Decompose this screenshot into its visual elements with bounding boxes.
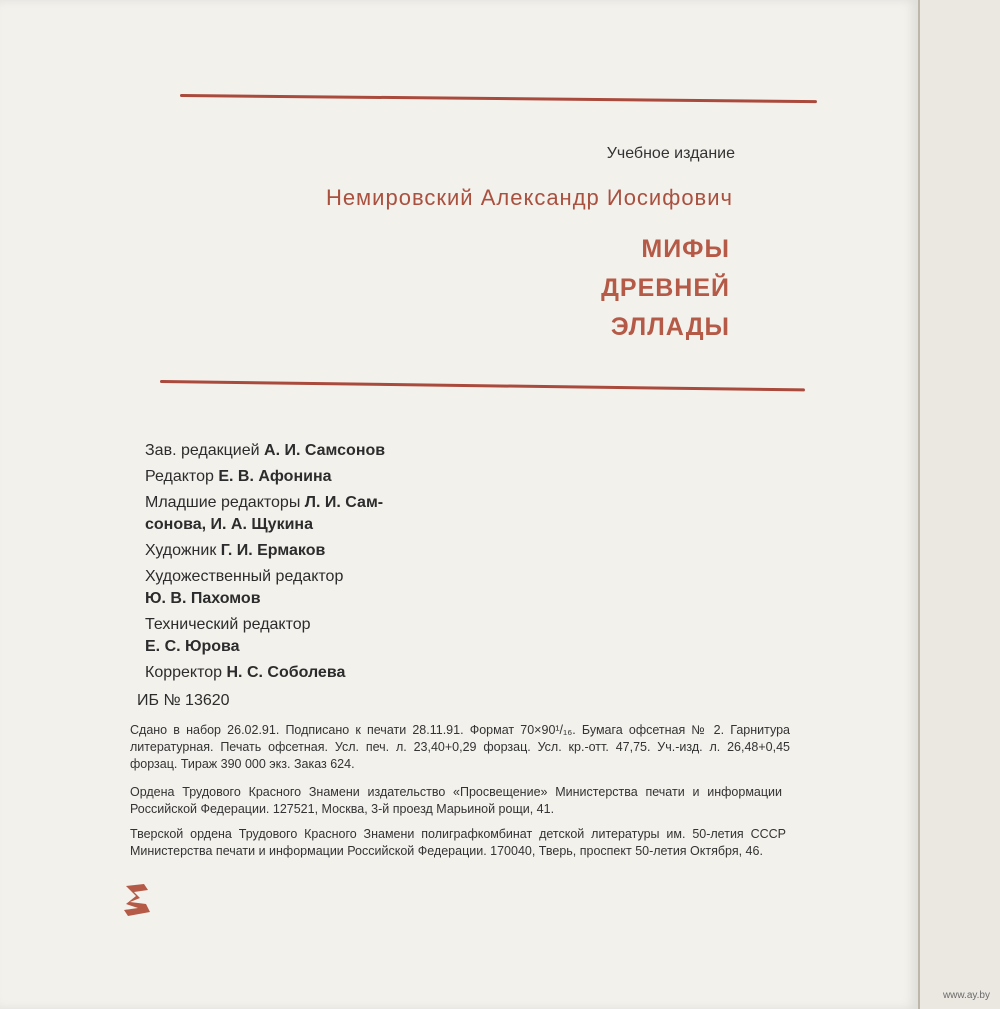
credit-name: Г. И. Ермаков: [220, 542, 326, 559]
credit-art-editor-name: [145, 588, 475, 610]
edition-type: Учебное издание: [606, 145, 735, 162]
credit-label: Технический редактор: [145, 616, 311, 633]
credit-label: Зав. редакцией: [145, 442, 260, 459]
credits-block: [145, 440, 475, 684]
credit-art-editor: [145, 566, 475, 588]
credit-label: Художник: [145, 542, 217, 559]
title-line-3: ЭЛЛАДЫ: [610, 313, 730, 341]
credit-tech-editor: [145, 614, 475, 636]
author-name: Немировский Александр Иосифович: [325, 185, 733, 210]
facing-page-edge: [918, 0, 1000, 1009]
publisher-details: Ордена Трудового Красного Знамени издательство «Просвещение» Министерства печати и информации Российской Федерации. 127521, Москва, 3-й проезд Марьиной рощи, 41.: [130, 785, 782, 816]
credit-name: Н. С. Соболева: [226, 664, 346, 681]
credit-name: Е. В. Афонина: [218, 468, 332, 485]
print-details: Сдано в набор 26.02.91. Подписано к печати 28.11.91. Формат 70×90¹/₁₆. Бумага офсетная № 2. Гарнитура литературная. Печать офсетная. Усл. печ. л. 23,40+0,29 форзац. Усл. кр.-отт. 47,75. Уч.-изд. л. 26,48+0,45 форзац. Тираж 390 000 экз. Заказ 624.: [130, 723, 790, 771]
title-line-2: ДРЕВНЕЙ: [601, 274, 730, 302]
ib-number: ИБ № 13620: [137, 692, 230, 709]
credit-artist: [145, 540, 475, 562]
credit-label: Младшие редакторы: [145, 494, 301, 511]
credit-junior-editors: [145, 492, 475, 514]
credit-label: Редактор: [145, 468, 214, 485]
credit-label: Корректор: [145, 664, 223, 681]
credit-name: Л. И. Сам-: [304, 494, 384, 511]
credit-label: Художественный редактор: [145, 568, 344, 585]
bottom-rule: [160, 380, 805, 391]
credit-tech-editor-name: [145, 636, 475, 658]
credit-name: А. И. Самсонов: [264, 442, 386, 459]
credit-name: Е. С. Юрова: [145, 638, 240, 655]
credit-editor: [145, 466, 475, 488]
credit-proofreader: [145, 662, 475, 684]
credit-name: Ю. В. Пахомов: [145, 590, 261, 607]
title-line-1: МИФЫ: [641, 235, 730, 263]
credit-name: сонова, И. А. Щукина: [145, 516, 313, 533]
credit-junior-editors-cont: [145, 514, 475, 536]
top-rule: [180, 94, 817, 103]
prosveshchenie-logo-icon: [120, 882, 154, 918]
watermark: www.ay.by: [942, 990, 990, 1001]
credit-zav: [145, 440, 475, 462]
book-title: [601, 230, 730, 347]
printer-details: Тверской ордена Трудового Красного Знамени полиграфкомбинат детской литературы им. 50-летия СССР Министерства печати и информации Российской Федерации. 170040, Тверь, проспект 50-летия Октября, 46.: [130, 827, 786, 858]
